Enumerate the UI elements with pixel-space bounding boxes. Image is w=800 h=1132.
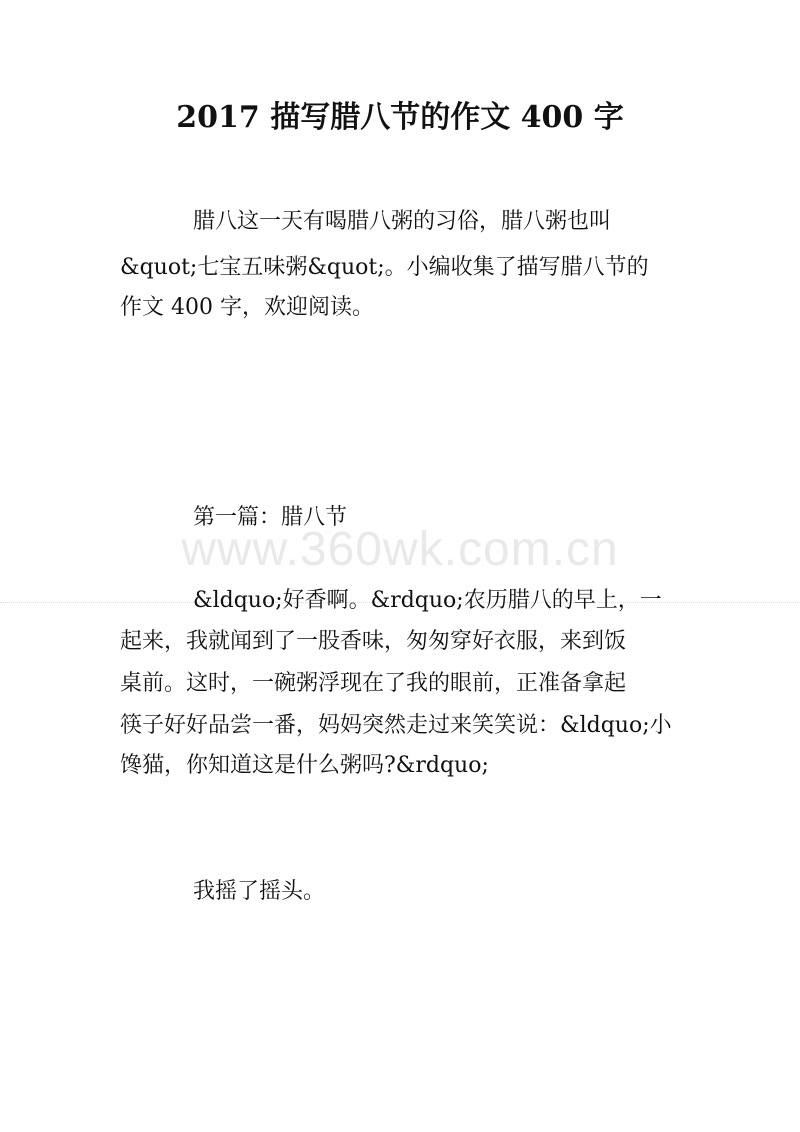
- paragraph-line: 桌前。这时，一碗粥浮现在了我的眼前，正准备拿起: [120, 671, 627, 696]
- intro-line: 腊八这一天有喝腊八粥的习俗，腊八粥也叫: [193, 209, 612, 234]
- paragraph-line: 起来，我就闻到了一股香味，匆匆穿好衣服，来到饭: [120, 629, 627, 654]
- paragraph-line: 馋猫，你知道这是什么粥吗?&rdquo;: [120, 753, 489, 778]
- watermark-text: www.360wk.com.cn: [181, 523, 619, 576]
- intro-line: &quot;七宝五味粥&quot;。小编收集了描写腊八节的: [120, 255, 649, 280]
- page-title: 2017 描写腊八节的作文 400 字: [176, 100, 624, 135]
- intro-line: 作文 400 字，欢迎阅读。: [120, 295, 374, 320]
- paragraph-line: &ldquo;好香啊。&rdquo;农历腊八的早上，一: [193, 588, 662, 613]
- section-heading: 第一篇：腊八节: [193, 505, 348, 530]
- paragraph-line: 我摇了摇头。: [193, 879, 326, 904]
- paragraph-line: 筷子好好品尝一番，妈妈突然走过来笑笑说：&ldquo;小: [120, 713, 672, 738]
